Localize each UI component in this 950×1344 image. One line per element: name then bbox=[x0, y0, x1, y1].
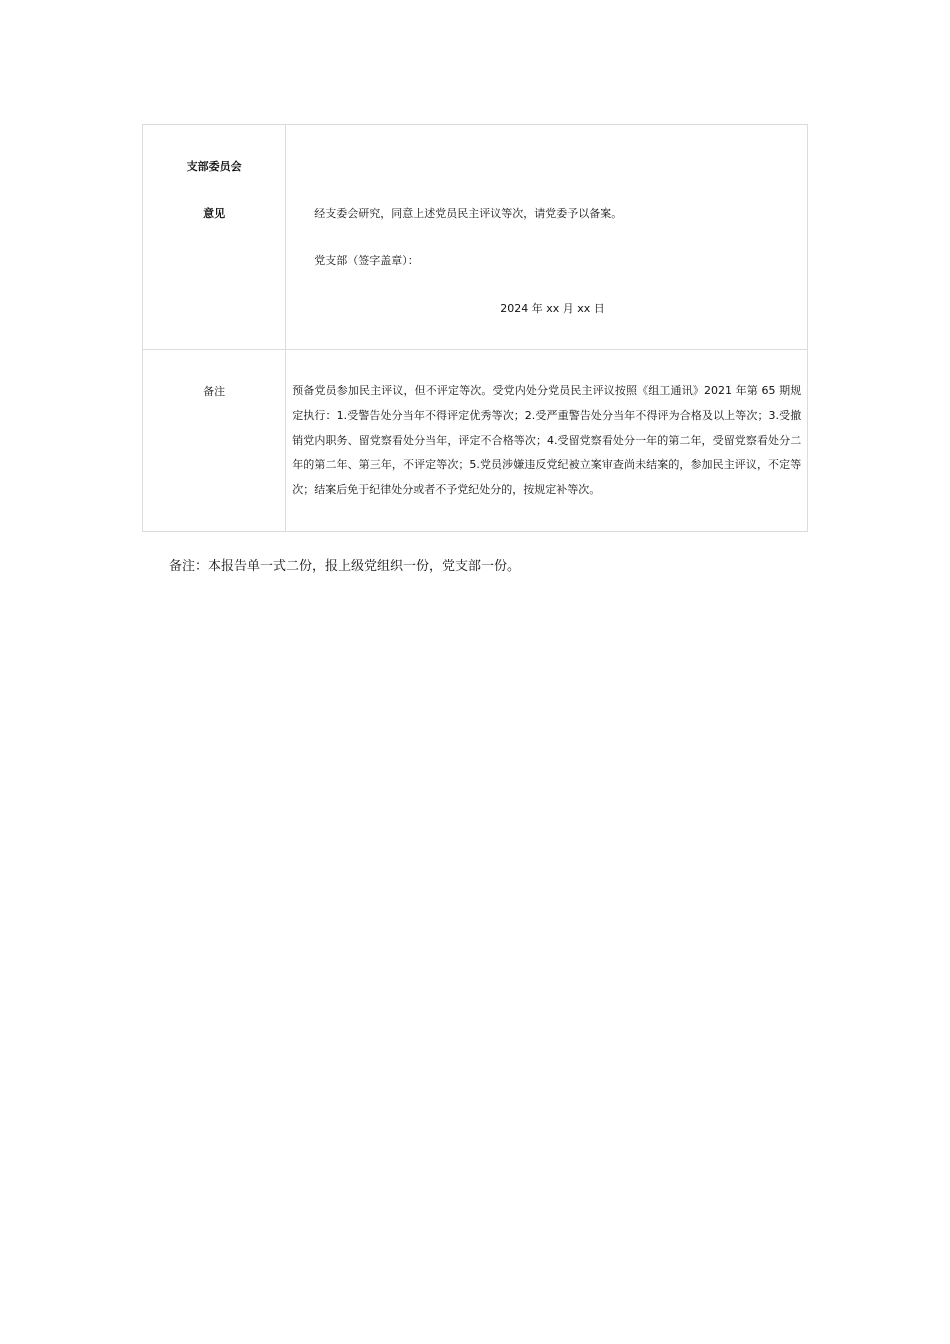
committee-opinion-row bbox=[143, 125, 808, 350]
date-line: 2024 年 xx 月 xx 日 bbox=[500, 302, 605, 315]
review-form-table bbox=[142, 124, 808, 532]
committee-opinion-content-cell bbox=[286, 125, 808, 350]
committee-label-line2: 意见 bbox=[203, 207, 226, 220]
remark-label: 备注 bbox=[203, 385, 226, 398]
footnote: 备注：本报告单一式二份，报上级党组织一份，党支部一份。 bbox=[169, 559, 521, 574]
remark-row bbox=[143, 350, 808, 532]
committee-opinion-label-cell bbox=[143, 125, 286, 350]
remark-content-cell bbox=[286, 350, 808, 532]
signature-line: 党支部（签字盖章）： bbox=[314, 254, 419, 267]
remark-label-cell bbox=[143, 350, 286, 532]
committee-label-line1: 支部委员会 bbox=[186, 160, 242, 173]
remark-text: 预备党员参加民主评议，但不评定等次。受党内处分党员民主评议按照《组工通讯》2021 年第 65 期规定执行：1.受警告处分当年不得评定优秀等次；2.受严重警告处分当年不得评为合格及以上等次；3.受撤销党内职务、留党察看处分当年，评定不合格等次；4.受留党察看处分一年的第二年，受留党察看处分二年的第二年、第三年，不评定等次；5.党员涉嫌违反党纪被立案审查尚未结案的，参加民主评议，不定等次；结案后免于纪律处分或者不予党纪处分的，按规定补等次。 bbox=[292, 384, 802, 497]
opinion-statement: 经支委会研究，同意上述党员民主评议等次，请党委予以备案。 bbox=[314, 207, 623, 220]
